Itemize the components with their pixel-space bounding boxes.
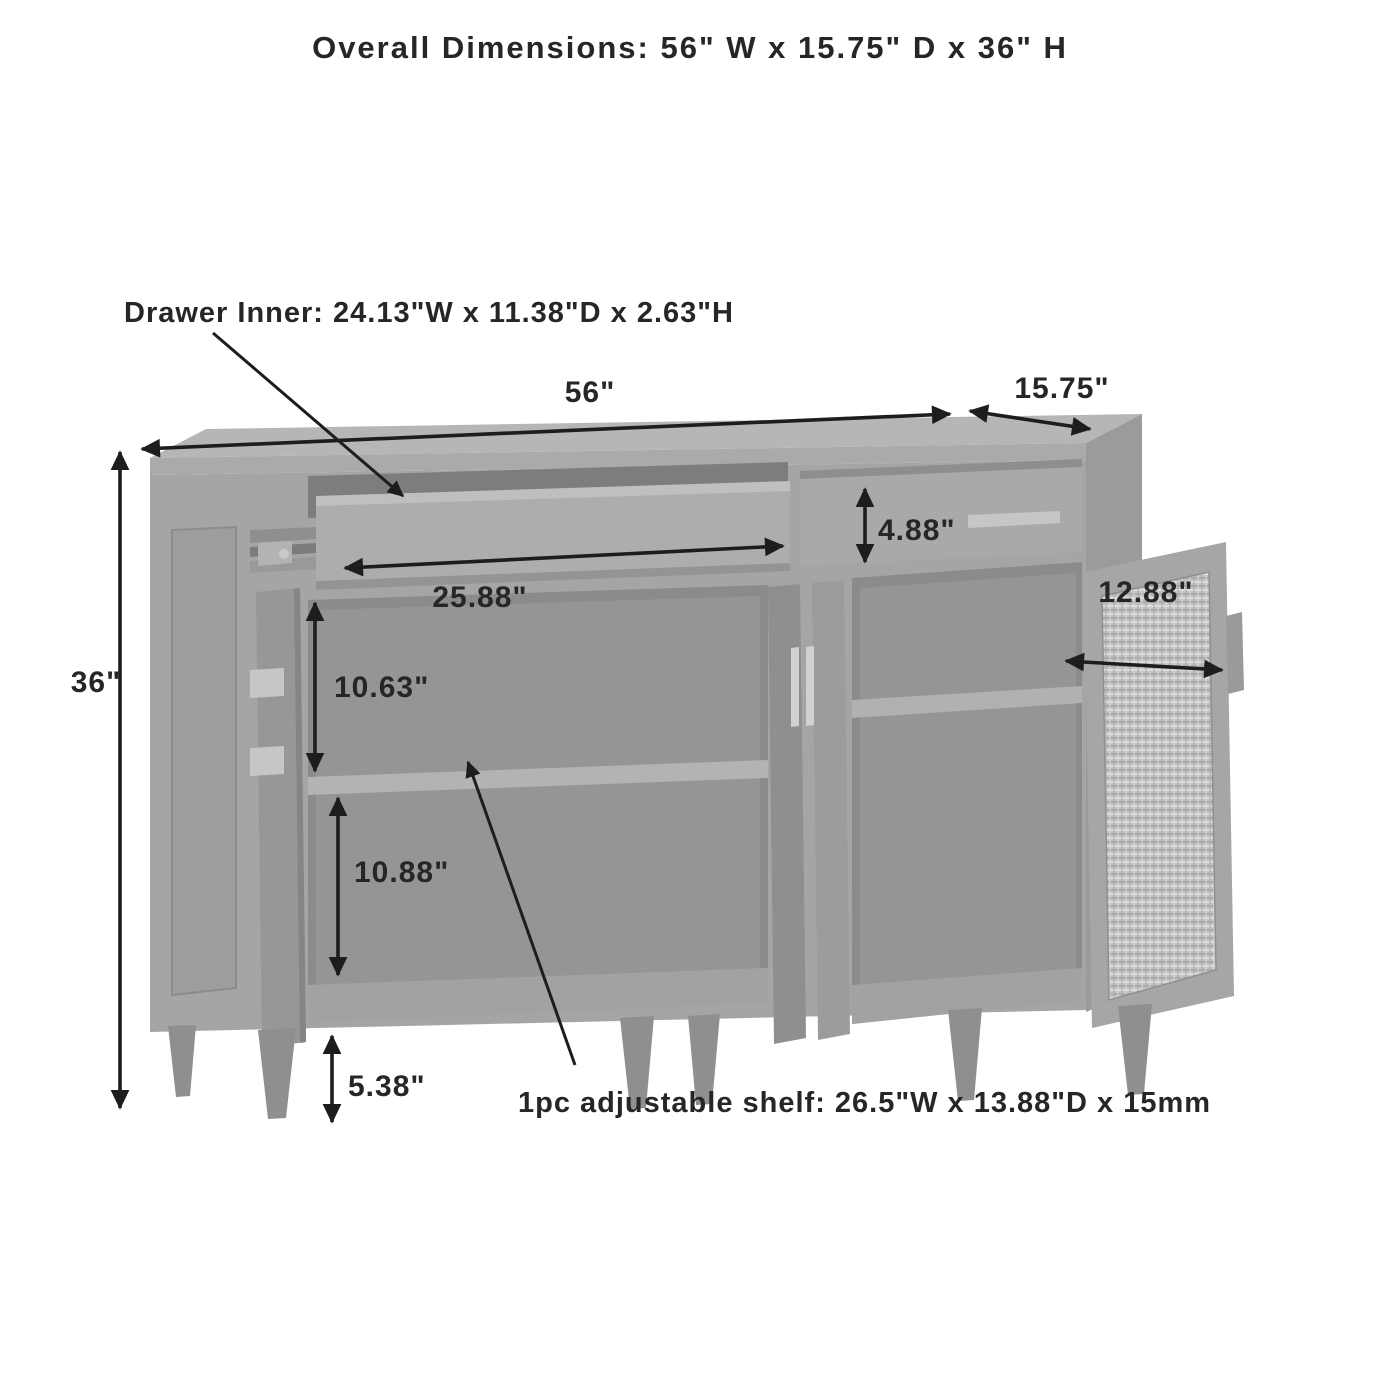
drawer-slide-screw — [279, 549, 289, 559]
lower-cavity-label: 10.88" — [354, 856, 450, 889]
left-side-recessed-panel — [172, 527, 236, 995]
page-title: Overall Dimensions: 56" W x 15.75" D x 36" H — [312, 30, 1068, 65]
drawer-width-label: 25.88" — [432, 581, 528, 614]
drawer-inner-note: Drawer Inner: 24.13"W x 11.38"D x 2.63"H — [124, 297, 734, 329]
adjustable-shelf-note: 1pc adjustable shelf: 26.5"W x 13.88"D x 15mm — [518, 1087, 1212, 1119]
drawer-height-label: 4.88" — [878, 514, 956, 547]
center-door-handle — [806, 646, 814, 726]
cane-mesh-panel — [1102, 572, 1216, 1000]
left-door-hinge — [250, 668, 284, 698]
center-door-handle — [791, 647, 799, 727]
upper-cavity-label: 10.63" — [334, 671, 430, 704]
left-compartment-back-panel — [316, 596, 760, 1010]
overall-height-label: 36" — [70, 666, 122, 699]
right-compartment-back-panel — [860, 573, 1076, 1010]
door-width-label: 12.88" — [1098, 576, 1194, 609]
overall-depth-label: 15.75" — [1014, 372, 1110, 405]
leg-height-label: 5.38" — [348, 1070, 426, 1103]
cabinet-leg — [168, 1025, 196, 1097]
right-door-handle — [1226, 612, 1244, 694]
overall-width-label: 56" — [564, 376, 616, 409]
center-door-left-ajar — [768, 584, 806, 1044]
center-door-right-ajar — [812, 580, 850, 1040]
left-door-hinge — [250, 746, 284, 776]
cabinet-leg — [258, 1028, 296, 1119]
cabinet-leg — [1118, 1004, 1152, 1095]
